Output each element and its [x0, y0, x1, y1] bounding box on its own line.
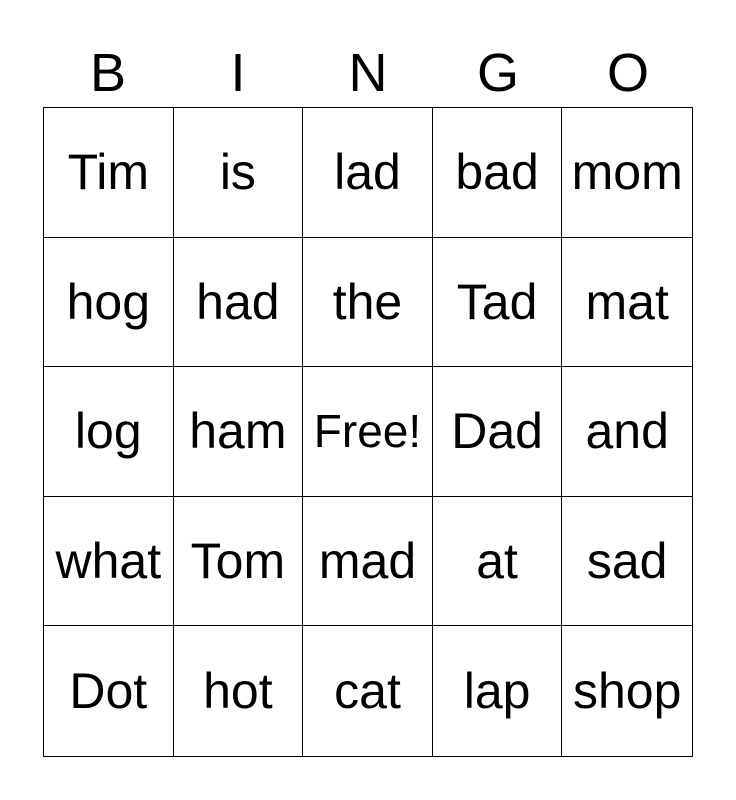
- header-letter-g: G: [476, 43, 519, 103]
- bingo-cell[interactable]: shop: [572, 663, 682, 720]
- bingo-cell[interactable]: Tom: [174, 497, 304, 627]
- bingo-cell[interactable]: the: [303, 238, 433, 368]
- bingo-header: [43, 38, 693, 108]
- header-letter-b: B: [89, 43, 127, 103]
- bingo-cell[interactable]: is: [174, 108, 304, 238]
- bingo-cell[interactable]: hog: [44, 238, 174, 368]
- bingo-cell[interactable]: log: [44, 367, 174, 497]
- bingo-cell[interactable]: Dot: [44, 626, 174, 756]
- bingo-cell[interactable]: lap: [433, 626, 563, 756]
- bingo-cell[interactable]: Tad: [433, 238, 563, 368]
- bingo-cell[interactable]: Dad: [433, 367, 563, 497]
- header-letter-o: O: [606, 43, 649, 103]
- bingo-cell[interactable]: what: [44, 497, 174, 627]
- bingo-cell[interactable]: cat: [303, 626, 433, 756]
- bingo-cell[interactable]: mat: [562, 238, 692, 368]
- header-letter-n: N: [348, 43, 388, 103]
- bingo-cell[interactable]: at: [433, 497, 563, 627]
- bingo-cell[interactable]: sad: [562, 497, 692, 627]
- bingo-cell[interactable]: and: [562, 367, 692, 497]
- header-letter-i: I: [230, 43, 246, 103]
- bingo-cell[interactable]: lad: [303, 108, 433, 238]
- bingo-cell[interactable]: mad: [303, 497, 433, 627]
- bingo-cell[interactable]: bad: [433, 108, 563, 238]
- bingo-cell[interactable]: mom: [562, 108, 692, 238]
- bingo-cell[interactable]: ham: [174, 367, 304, 497]
- bingo-board: [43, 107, 693, 757]
- bingo-cell[interactable]: Tim: [44, 108, 174, 238]
- free-space-cell[interactable]: Free!: [303, 367, 433, 497]
- bingo-cell[interactable]: hot: [174, 626, 304, 756]
- bingo-cell[interactable]: had: [174, 238, 304, 368]
